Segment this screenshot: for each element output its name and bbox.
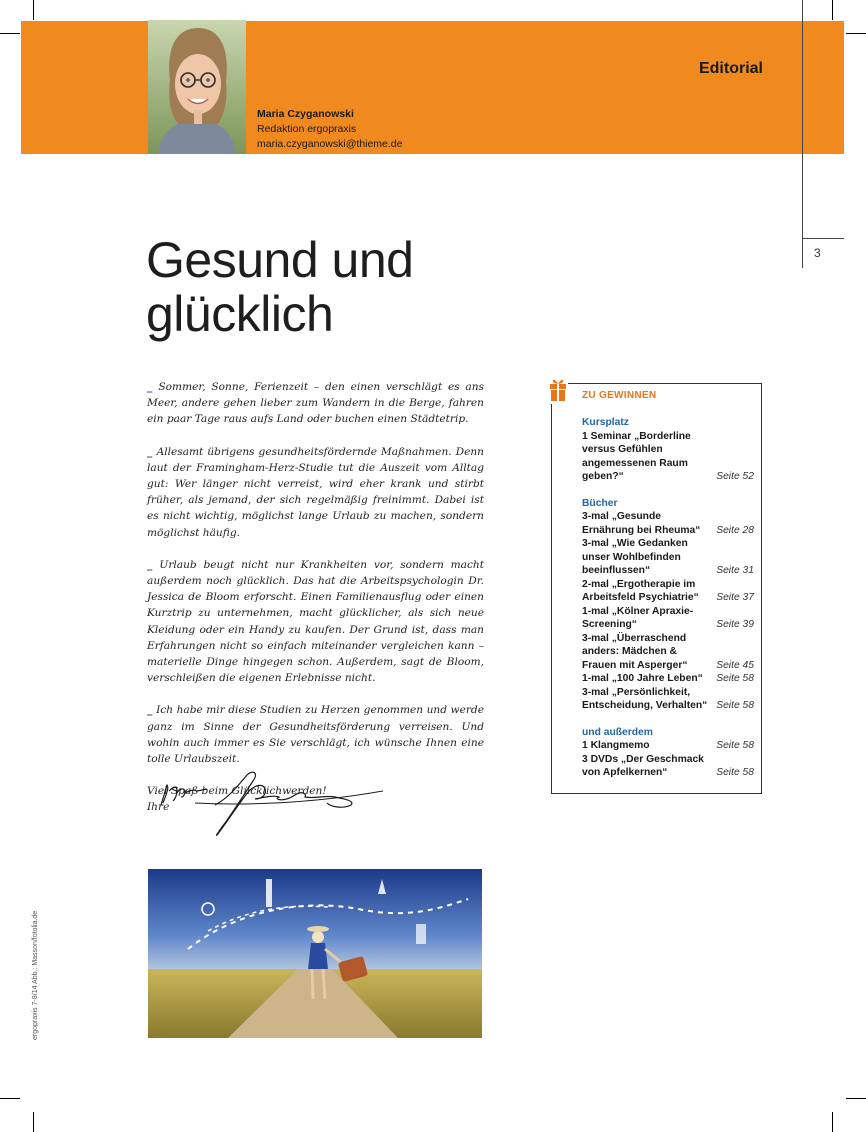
page-number-rule [802, 238, 844, 239]
list-item [582, 753, 754, 780]
list-item [582, 605, 754, 632]
paragraph [147, 702, 484, 767]
category-buecher: Bücher [582, 497, 618, 509]
travel-photo [148, 869, 482, 1038]
page-number: 3 [814, 246, 821, 260]
author-photo [148, 20, 246, 154]
crop-mark [0, 33, 20, 34]
item-page: Seite 37 [716, 592, 754, 603]
author-email: maria.czyganowski@thieme.de [257, 138, 403, 150]
item-title: 1 Seminar „Borderline versus Gefühlen angemessenen Raum geben?“ [582, 430, 691, 482]
paragraph-marker: _ [147, 445, 157, 458]
crop-mark [832, 1112, 833, 1132]
crop-mark [33, 0, 34, 20]
item-page: Seite 58 [716, 673, 754, 684]
item-page: Seite 28 [716, 524, 754, 536]
paragraph-text: Allesamt übrigens gesundheitsfördernde Maßnahmen. Denn laut der Framingham-Herz-Studie tut die Auszeit vom Alltag gut: Wer länger nicht verreist, wird eher krank und stirbt früher, als jemand, der sich regelmäßig freinimmt. Dabei ist es nicht wichtig, möglichst lange Urlaub zu machen, sondern möglichst häufig. [147, 445, 484, 539]
item-page: Seite 39 [716, 619, 754, 630]
item-title: 2-mal „Ergotherapie im Arbeitsfeld Psychiatrie“ [582, 578, 699, 603]
list-item [582, 672, 754, 686]
title-line: Gesund und [146, 232, 414, 288]
item-title: 3-mal „Persönlichkeit, Entscheidung, Verhalten“ [582, 686, 708, 711]
item-title: 3-mal „Wie Gedanken unser Wohlbefinden beeinflussen“ [582, 538, 688, 576]
paragraph-marker: _ [147, 558, 160, 571]
header-band [21, 21, 844, 154]
title-line: glücklich [146, 286, 334, 342]
list-item [582, 578, 754, 605]
item-page: Seite 58 [716, 767, 754, 778]
author-role: Redaktion ergopraxis [257, 123, 357, 135]
crop-mark [846, 33, 866, 34]
list-item [582, 510, 754, 537]
closing-line: Viel Spaß beim Glücklichwerden! [147, 785, 327, 798]
list-item [582, 430, 754, 484]
list-item [582, 632, 754, 673]
list-item [582, 686, 754, 713]
section-label: Editorial [698, 60, 763, 77]
item-page: Seite 58 [716, 740, 754, 751]
item-page: Seite 45 [716, 659, 754, 671]
margin-rule [802, 0, 803, 268]
closing-line: Ihre [147, 801, 170, 814]
item-page: Seite 52 [716, 471, 754, 482]
category-kursplatz: Kursplatz [582, 417, 629, 428]
image-credit: ergopraxis 7-8/14 Abb.: Masson/fotolia.de [32, 910, 39, 1040]
item-title: 1-mal „100 Jahre Leben“ [582, 673, 703, 684]
item-title: 3-mal „Überraschend anders: Mädchen & Frauen mit Asperger“ [582, 632, 688, 671]
crop-mark [832, 0, 833, 20]
list-item [582, 537, 754, 578]
item-title: 1-mal „Kölner Apraxie-Screening“ [582, 605, 694, 630]
item-title: 3-mal „Gesunde Ernährung bei Rheuma“ [582, 511, 701, 536]
article-body [147, 379, 484, 816]
paragraph [147, 379, 484, 428]
author-info [257, 107, 402, 152]
paragraph [147, 444, 484, 541]
paragraph-text: Sommer, Sonne, Ferienzeit – den einen verschlägt es ans Meer, andere gehen lieber zum Wandern in die Berge, fahren ein paar Tage raus aufs Land oder buchen einen Städtetrip. [147, 381, 484, 426]
paragraph-marker: _ [147, 704, 157, 717]
crop-mark [846, 1098, 866, 1099]
paragraph-text: Urlaub beugt nicht nur Krankheiten vor, sondern macht außerdem noch glücklich. Das hat die Arbeitspsychologin Dr. Jessica de Bloom erforscht. Einen Familienausflug oder einen Kurztrip zu unternehmen, macht glücklicher, als sich neue Kleidung oder ein Handy zu kaufen. Der Grund ist, dass man Erfahrungen nicht so einfach miteinander vergleichen kann – materielle Dinge hingegen schon. Außerdem, sagt de Bloom, verschleißen die eigenen Erlebnisse nicht. [147, 558, 484, 685]
paragraph [147, 557, 484, 687]
prize-heading: ZU GEWINNEN [582, 390, 657, 401]
signature [155, 765, 390, 840]
item-title: 3 DVDs „Der Geschmack von Apfelkernen“ [582, 753, 704, 778]
list-item [582, 739, 754, 753]
paragraph-text: Ich habe mir diese Studien zu Herzen genommen und werde ganz im Sinne der Gesundheitsförderung verreisen. Und wohin auch immer es Sie verschlägt, ich wünsche Ihnen eine tolle Urlaubszeit. [147, 704, 484, 766]
item-page: Seite 31 [716, 565, 754, 576]
author-name: Maria Czyganowski [257, 108, 354, 120]
article-title [146, 233, 413, 341]
gift-icon [548, 374, 568, 404]
category-ausserdem: und außerdem [582, 726, 653, 738]
prize-list [582, 416, 754, 780]
crop-mark [0, 1098, 20, 1099]
item-title: 1 Klangmemo [582, 740, 650, 751]
paragraph-marker: _ [147, 381, 159, 393]
crop-mark [33, 1112, 34, 1132]
item-page: Seite 58 [716, 700, 754, 711]
